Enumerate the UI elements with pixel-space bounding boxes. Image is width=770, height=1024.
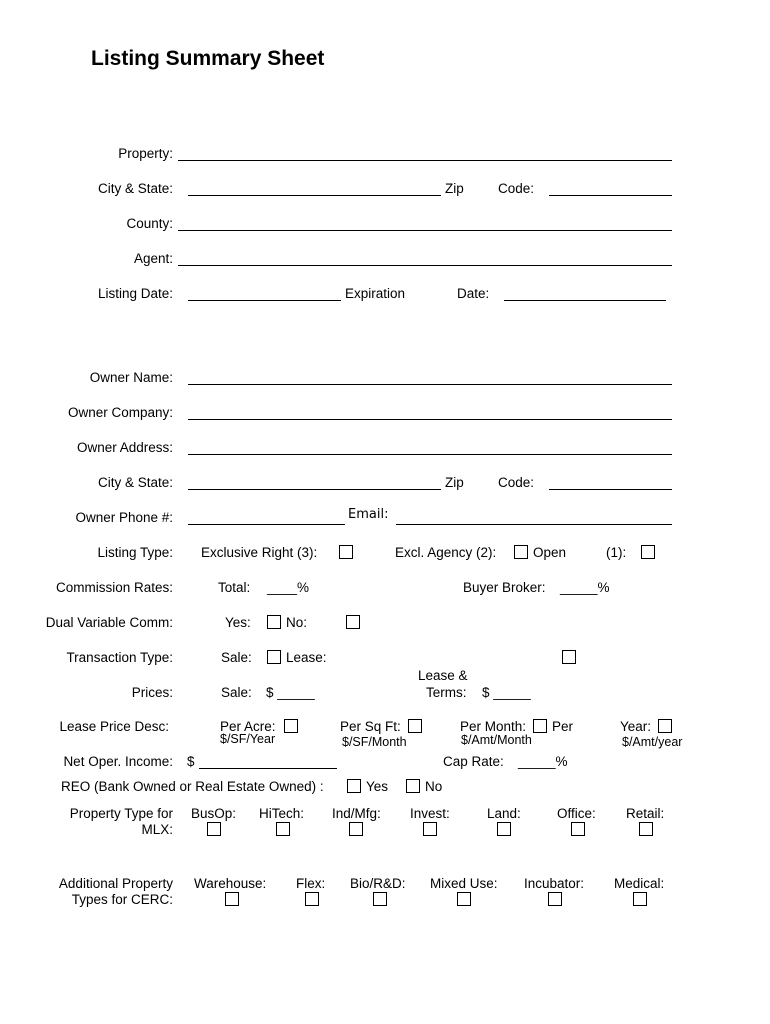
net-oper-income-label: Net Oper. Income:: [63, 754, 173, 769]
county-label: County:: [126, 216, 173, 231]
excl-agency-checkbox[interactable]: [514, 545, 528, 559]
zip-code-field[interactable]: [549, 195, 672, 196]
lease-terms-label-line1: Lease &: [418, 668, 468, 683]
email-label: Email:: [348, 507, 389, 522]
reo-no-label: No: [425, 779, 443, 794]
commission-rates-label: Commission Rates:: [55, 580, 173, 595]
zip-label: Zip: [445, 181, 464, 196]
transaction-sale-label: Sale:: [221, 650, 252, 665]
expiration-date-field[interactable]: [504, 300, 666, 301]
mlx-land-checkbox[interactable]: [497, 822, 511, 836]
city-state-label: City & State:: [97, 181, 173, 196]
owner-address-field[interactable]: [188, 454, 672, 455]
owner-city-state-field[interactable]: [188, 489, 441, 490]
dual-yes-label: Yes:: [225, 615, 251, 630]
cerc-label-line1: Additional Property: [58, 876, 173, 891]
per-acre-sub: $/SF/Year: [220, 732, 276, 746]
email-field[interactable]: [396, 524, 672, 525]
per-month-checkbox[interactable]: [533, 719, 547, 733]
expiration-label: Expiration: [345, 286, 406, 301]
mlx-retail-label: Retail:: [626, 806, 665, 821]
expiration-date-label: Date:: [457, 286, 490, 301]
per-label: Per: [552, 719, 574, 734]
year-label: Year:: [620, 719, 652, 734]
listing-type-label: Listing Type:: [97, 545, 173, 560]
property-type-mlx-label-line1: Property Type for: [69, 806, 173, 821]
dual-variable-label: Dual Variable Comm:: [45, 615, 173, 630]
cerc-label-line2: Types for CERC:: [71, 892, 173, 907]
mlx-retail-checkbox[interactable]: [639, 822, 653, 836]
per-acre-label: Per Acre:: [220, 719, 276, 734]
mlx-invest-label: Invest:: [410, 806, 450, 821]
dual-no-label: No:: [286, 615, 308, 630]
cerc-mixed-use-checkbox[interactable]: [457, 892, 471, 906]
transaction-lease-label: Lease:: [286, 650, 327, 665]
mlx-hitech-checkbox[interactable]: [276, 822, 290, 836]
mlx-indmfg-label: Ind/Mfg:: [332, 806, 381, 821]
per-sqft-label: Per Sq Ft:: [340, 719, 401, 734]
open-number-label: (1):: [606, 545, 627, 560]
cerc-flex-label: Flex:: [296, 876, 326, 891]
open-label: Open: [533, 545, 567, 560]
owner-company-label: Owner Company:: [67, 405, 173, 420]
owner-zip-code-field[interactable]: [549, 489, 672, 490]
mlx-busop-checkbox[interactable]: [207, 822, 221, 836]
property-field[interactable]: [178, 160, 672, 161]
owner-phone-label: Owner Phone #:: [75, 510, 173, 525]
mlx-office-label: Office:: [557, 806, 596, 821]
owner-address-label: Owner Address:: [76, 440, 173, 455]
reo-no-checkbox[interactable]: [406, 779, 420, 793]
code-label: Code:: [498, 181, 535, 196]
cap-rate-label: Cap Rate:: [443, 754, 504, 769]
total-label: Total:: [218, 580, 251, 595]
cerc-medical-checkbox[interactable]: [633, 892, 647, 906]
buyer-broker-percent-field[interactable]: _____%: [560, 580, 610, 595]
property-type-mlx-label-line2: MLX:: [141, 822, 173, 837]
mlx-hitech-label: HiTech:: [259, 806, 305, 821]
cap-rate-field[interactable]: _____%: [518, 754, 568, 769]
city-state-field[interactable]: [188, 195, 441, 196]
mlx-busop-label: BusOp:: [191, 806, 237, 821]
cerc-flex-checkbox[interactable]: [305, 892, 319, 906]
owner-zip-label: Zip: [445, 475, 464, 490]
exclusive-right-label: Exclusive Right (3):: [201, 545, 318, 560]
transaction-lease-checkbox[interactable]: [562, 650, 576, 664]
prices-label: Prices:: [131, 685, 173, 700]
mlx-office-checkbox[interactable]: [571, 822, 585, 836]
cerc-incubator-label: Incubator:: [524, 876, 585, 891]
price-sale-field[interactable]: $ _____: [266, 685, 315, 700]
dual-no-checkbox[interactable]: [346, 615, 360, 629]
transaction-sale-checkbox[interactable]: [267, 650, 281, 664]
property-label: Property:: [118, 146, 173, 161]
open-checkbox[interactable]: [641, 545, 655, 559]
mlx-invest-checkbox[interactable]: [423, 822, 437, 836]
county-field[interactable]: [178, 230, 672, 231]
owner-city-state-label: City & State:: [97, 475, 173, 490]
excl-agency-label: Excl. Agency (2):: [395, 545, 497, 560]
price-lease-field[interactable]: $ _____: [482, 685, 531, 700]
exclusive-right-checkbox[interactable]: [339, 545, 353, 559]
cerc-warehouse-checkbox[interactable]: [225, 892, 239, 906]
price-sale-label: Sale:: [221, 685, 252, 700]
per-month-label: Per Month:: [460, 719, 527, 734]
owner-company-field[interactable]: [188, 419, 672, 420]
owner-code-label: Code:: [498, 475, 535, 490]
lease-price-desc-label: Lease Price Desc:: [59, 719, 169, 734]
listing-date-label: Listing Date:: [97, 286, 173, 301]
cerc-biord-label: Bio/R&D:: [350, 876, 406, 891]
reo-yes-checkbox[interactable]: [347, 779, 361, 793]
cerc-incubator-checkbox[interactable]: [548, 892, 562, 906]
owner-name-label: Owner Name:: [89, 370, 173, 385]
per-sqft-sub: $/SF/Month: [342, 735, 407, 749]
total-percent-field[interactable]: ____%: [267, 580, 310, 595]
page-title: Listing Summary Sheet: [91, 47, 325, 70]
net-oper-income-field[interactable]: [199, 768, 337, 769]
mlx-land-label: Land:: [487, 806, 521, 821]
per-year-checkbox[interactable]: [658, 719, 672, 733]
per-year-sub: $/Amt/year: [622, 735, 683, 749]
per-month-sub: $/Amt/Month: [461, 733, 532, 747]
transaction-type-label: Transaction Type:: [66, 650, 173, 665]
listing-date-field[interactable]: [188, 300, 341, 301]
reo-yes-label: Yes: [366, 779, 389, 794]
lease-terms-label-line2: Terms:: [426, 685, 467, 700]
reo-label: REO (Bank Owned or Real Estate Owned) :: [61, 779, 324, 794]
owner-name-field[interactable]: [188, 384, 672, 385]
cerc-mixed-use-label: Mixed Use:: [430, 876, 498, 891]
cerc-warehouse-label: Warehouse:: [194, 876, 267, 891]
mlx-indmfg-checkbox[interactable]: [349, 822, 363, 836]
owner-phone-field[interactable]: [188, 524, 345, 525]
cerc-biord-checkbox[interactable]: [373, 892, 387, 906]
cerc-medical-label: Medical:: [614, 876, 665, 891]
per-sqft-checkbox[interactable]: [408, 719, 422, 733]
buyer-broker-label: Buyer Broker:: [463, 580, 546, 595]
net-oper-dollar: $: [187, 754, 195, 769]
dual-yes-checkbox[interactable]: [267, 615, 281, 629]
agent-label: Agent:: [133, 251, 173, 266]
agent-field[interactable]: [178, 265, 672, 266]
per-acre-checkbox[interactable]: [284, 719, 298, 733]
